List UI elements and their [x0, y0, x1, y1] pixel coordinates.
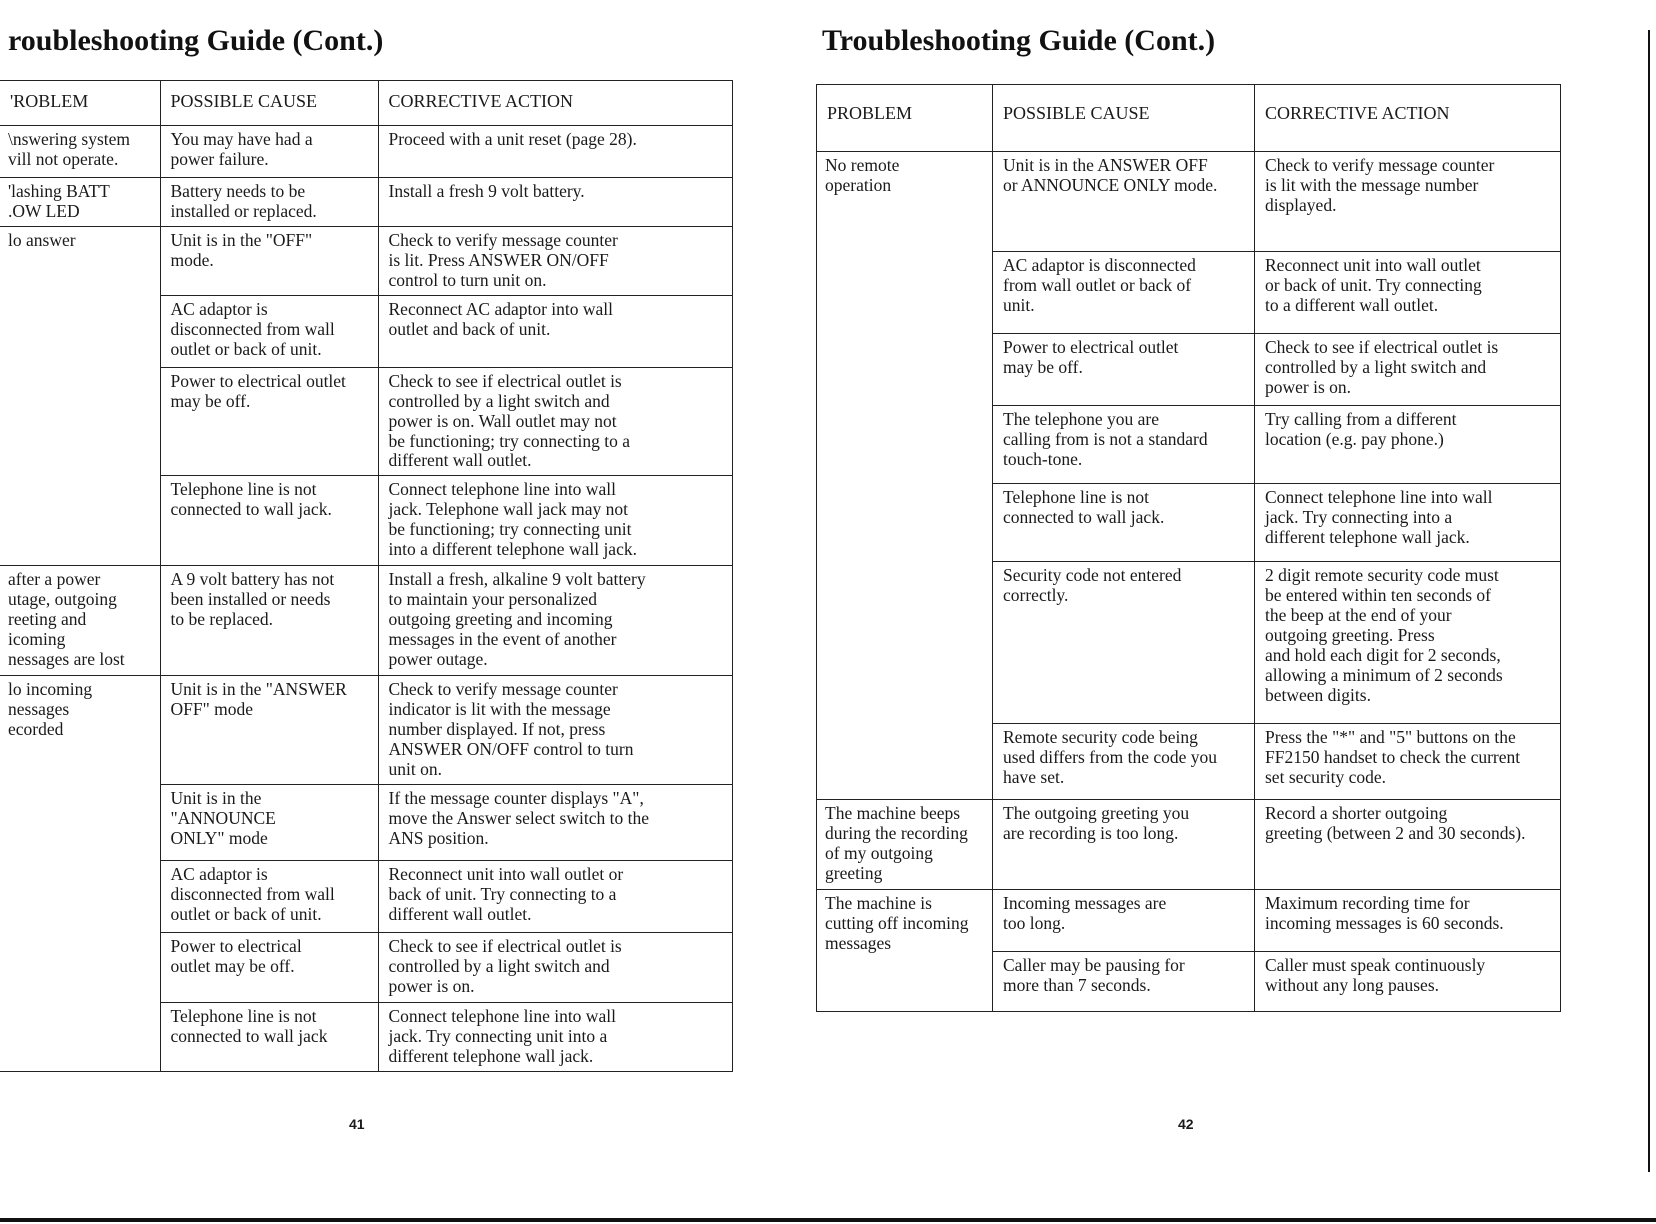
corrective-action-cell: Check to verify message counter is lit with the message number displayed.: [1255, 152, 1561, 252]
possible-cause-cell: Power to electrical outlet may be off.: [160, 367, 378, 476]
corrective-action-cell: Reconnect unit into wall outlet or back of unit. Try connecting to a different wall outlet.: [378, 861, 732, 933]
table-row: [0, 676, 732, 785]
page-title-left: roubleshooting Guide (Cont.): [8, 24, 384, 57]
corrective-action-cell: 2 digit remote security code must be entered within ten seconds of the beep at the end of your outgoing greeting. Press and hold each digit for 2 seconds, allowing a minimum of 2 seconds between digits.: [1255, 562, 1561, 724]
possible-cause-header: POSSIBLE CAUSE: [993, 85, 1255, 152]
possible-cause-cell: AC adaptor is disconnected from wall outlet or back of unit.: [993, 252, 1255, 334]
page-title-right: Troubleshooting Guide (Cont.): [822, 24, 1216, 57]
possible-cause-cell: Telephone line is not connected to wall jack: [160, 1003, 378, 1072]
page-number-right: 42: [1178, 1116, 1194, 1132]
troubleshooting-table-left: [0, 80, 733, 1072]
possible-cause-cell: Unit is in the ANSWER OFF or ANNOUNCE ONLY mode.: [993, 152, 1255, 252]
corrective-action-header: CORRECTIVE ACTION: [1255, 85, 1561, 152]
problem-cell: lo answer: [0, 226, 160, 566]
possible-cause-cell: AC adaptor is disconnected from wall outlet or back of unit.: [160, 295, 378, 367]
possible-cause-cell: Incoming messages are too long.: [993, 890, 1255, 952]
table-row: [817, 800, 1561, 890]
possible-cause-cell: Unit is in the "ANSWER OFF" mode: [160, 676, 378, 785]
troubleshooting-table-right: [816, 84, 1561, 1012]
table-row: [0, 226, 732, 295]
possible-cause-cell: Unit is in the "OFF" mode.: [160, 226, 378, 295]
problem-header: PROBLEM: [817, 85, 993, 152]
corrective-action-cell: Maximum recording time for incoming messages is 60 seconds.: [1255, 890, 1561, 952]
possible-cause-cell: Power to electrical outlet may be off.: [993, 334, 1255, 406]
page-number-left: 41: [349, 1116, 365, 1132]
corrective-action-cell: Reconnect AC adaptor into wall outlet and back of unit.: [378, 295, 732, 367]
corrective-action-cell: Try calling from a different location (e.g. pay phone.): [1255, 406, 1561, 484]
possible-cause-cell: AC adaptor is disconnected from wall outlet or back of unit.: [160, 861, 378, 933]
corrective-action-cell: Record a shorter outgoing greeting (between 2 and 30 seconds).: [1255, 800, 1561, 890]
possible-cause-cell: Remote security code being used differs from the code you have set.: [993, 724, 1255, 800]
corrective-action-cell: Caller must speak continuously without any long pauses.: [1255, 952, 1561, 1012]
problem-cell: 'lashing BATT .OW LED: [0, 178, 160, 227]
possible-cause-cell: Telephone line is not connected to wall jack.: [993, 484, 1255, 562]
problem-cell: The machine beeps during the recording of my outgoing greeting: [817, 800, 993, 890]
corrective-action-cell: Connect telephone line into wall jack. Try connecting into a different telephone wall jack.: [1255, 484, 1561, 562]
corrective-action-cell: Check to see if electrical outlet is controlled by a light switch and power is on.: [1255, 334, 1561, 406]
corrective-action-cell: Check to see if electrical outlet is controlled by a light switch and power is on.: [378, 933, 732, 1003]
table-row: [0, 566, 732, 676]
corrective-action-cell: Install a fresh 9 volt battery.: [378, 178, 732, 227]
corrective-action-cell: Check to verify message counter indicator is lit with the message number displayed. If not, press ANSWER ON/OFF control to turn unit on.: [378, 676, 732, 785]
corrective-action-cell: Install a fresh, alkaline 9 volt battery to maintain your personalized outgoing greeting and incoming messages in the event of another power outage.: [378, 566, 732, 676]
corrective-action-cell: Connect telephone line into wall jack. Try connecting unit into a different telephone wall jack.: [378, 1003, 732, 1072]
possible-cause-cell: Battery needs to be installed or replaced.: [160, 178, 378, 227]
possible-cause-cell: Caller may be pausing for more than 7 seconds.: [993, 952, 1255, 1012]
problem-header: 'ROBLEM: [0, 81, 160, 126]
bottom-rule: [0, 1218, 1656, 1222]
corrective-action-cell: If the message counter displays "A", move the Answer select switch to the ANS position.: [378, 785, 732, 861]
possible-cause-header: POSSIBLE CAUSE: [160, 81, 378, 126]
corrective-action-cell: Check to see if electrical outlet is controlled by a light switch and power is on. Wall outlet may not be functioning; try connecting to a different wall outlet.: [378, 367, 732, 476]
header-row: [0, 81, 732, 126]
possible-cause-cell: Power to electrical outlet may be off.: [160, 933, 378, 1003]
corrective-action-cell: Reconnect unit into wall outlet or back of unit. Try connecting to a different wall outlet.: [1255, 252, 1561, 334]
table-row: [0, 178, 732, 227]
corrective-action-cell: Check to verify message counter is lit. Press ANSWER ON/OFF control to turn unit on.: [378, 226, 732, 295]
problem-cell: No remote operation: [817, 152, 993, 800]
possible-cause-cell: You may have had a power failure.: [160, 126, 378, 178]
table-row: [0, 126, 732, 178]
corrective-action-cell: Press the "*" and "5" buttons on the FF2150 handset to check the current set security code.: [1255, 724, 1561, 800]
possible-cause-cell: Telephone line is not connected to wall jack.: [160, 476, 378, 566]
problem-cell: lo incoming nessages ecorded: [0, 676, 160, 1072]
corrective-action-header: CORRECTIVE ACTION: [378, 81, 732, 126]
possible-cause-cell: The outgoing greeting you are recording is too long.: [993, 800, 1255, 890]
possible-cause-cell: A 9 volt battery has not been installed or needs to be replaced.: [160, 566, 378, 676]
header-row: [817, 85, 1561, 152]
problem-cell: after a power utage, outgoing reeting and icoming nessages are lost: [0, 566, 160, 676]
corrective-action-cell: Connect telephone line into wall jack. Telephone wall jack may not be functioning; try connecting unit into a different telephone wall jack.: [378, 476, 732, 566]
possible-cause-cell: Security code not entered correctly.: [993, 562, 1255, 724]
possible-cause-cell: Unit is in the "ANNOUNCE ONLY" mode: [160, 785, 378, 861]
table-row: [817, 890, 1561, 952]
possible-cause-cell: The telephone you are calling from is not a standard touch-tone.: [993, 406, 1255, 484]
page-edge-rule: [1648, 30, 1650, 1172]
table-row: [817, 152, 1561, 252]
corrective-action-cell: Proceed with a unit reset (page 28).: [378, 126, 732, 178]
problem-cell: \nswering system vill not operate.: [0, 126, 160, 178]
problem-cell: The machine is cutting off incoming messages: [817, 890, 993, 1012]
